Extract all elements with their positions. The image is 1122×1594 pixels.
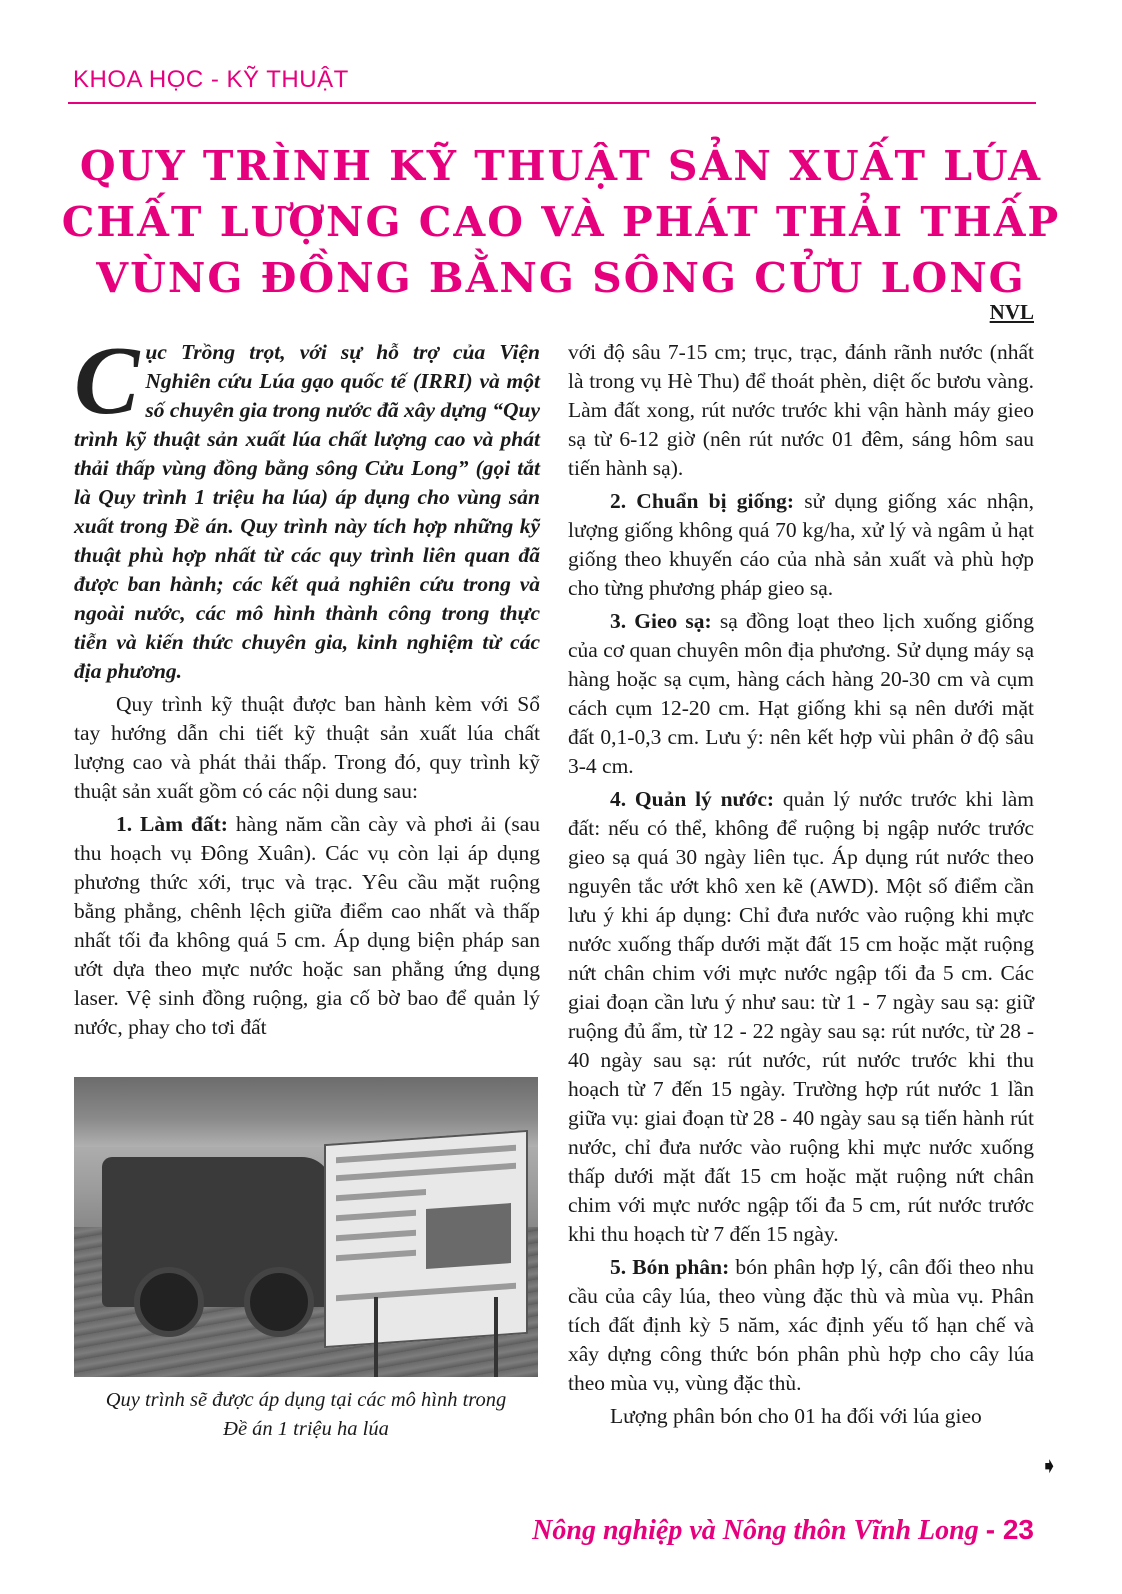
sign-line bbox=[336, 1283, 516, 1302]
section-4-heading: 4. Quản lý nước: bbox=[610, 787, 775, 811]
section-divider bbox=[68, 102, 1036, 104]
section-label: KHOA HỌC - KỸ THUẬT bbox=[73, 66, 349, 93]
section-1-continued: với độ sâu 7-15 cm; trục, trạc, đánh rãnh nước (nhất là trong vụ Hè Thu) để thoát phèn, diệt ốc bươu vàng. Làm đất xong, rút nước trước khi vận hành máy gieo sạ từ 6-12 giờ (nên rút nước 01 đêm, sáng hôm sau tiến hành sạ). bbox=[568, 340, 1034, 480]
section-2-paragraph bbox=[568, 487, 1034, 603]
section-3-paragraph bbox=[568, 607, 1034, 781]
photo-wheel bbox=[244, 1267, 314, 1337]
publication-name: Nông nghiệp và Nông thôn Vĩnh Long bbox=[532, 1515, 979, 1546]
title-line-3: VÙNG ĐỒNG BẰNG SÔNG CỬU LONG bbox=[96, 254, 1026, 302]
section-2-heading: 2. Chuẩn bị giống: bbox=[610, 489, 795, 513]
caption-line-1: Quy trình sẽ được áp dụng tại các mô hình trong bbox=[105, 1389, 507, 1411]
section-3-heading: 3. Gieo sạ: bbox=[610, 609, 712, 633]
page-footer bbox=[532, 1514, 1034, 1547]
sign-post bbox=[374, 1297, 378, 1377]
author-byline: NVL bbox=[989, 300, 1034, 324]
caption-line-2: Đề án 1 triệu ha lúa bbox=[223, 1418, 389, 1440]
section-4-text: quản lý nước trước khi làm đất: nếu có thể, không để ruộng bị ngập nước trước gieo sạ quá 30 ngày liên tục. Áp dụng rút nước theo nguyên tắc ướt khô xen kẽ (AWD). Một số điểm cần lưu ý khi áp dụng: Chỉ đưa nước vào ruộng khi mực nước xuống thấp dưới mặt đất 15 cm hoặc mặt ruộng nứt chân chim với mực nước ngập tối đa 5 cm. Các giai đoạn cần lưu ý như sau: từ 1 - 7 ngày sau sạ: giữ ruộng đủ ẩm, từ 12 - 22 ngày sau sạ: rút nước, từ 28 - 40 ngày sau sạ: rút nước, rút nước trước khi thu hoạch từ 7 đến 15 ngày. Trường hợp rút nước 1 lần giữa vụ: giai đoạn từ 28 - 40 ngày sau sạ tiến hành rút nước, chỉ đưa nước vào ruộng khi mực nước xuống thấp dưới mặt đất 15 cm hoặc mặt ruộng nứt chân chim với mực nước ngập tối đa 5 cm, rút nước trước khi thu hoạch từ 7 đến 15 ngày. bbox=[568, 787, 1035, 1246]
sign-line bbox=[336, 1210, 416, 1222]
column-left bbox=[74, 327, 541, 1042]
title-line-1: QUY TRÌNH KỸ THUẬT SẢN XUẤT LÚA bbox=[79, 142, 1043, 190]
section-5-heading: 5. Bón phân: bbox=[610, 1255, 730, 1279]
continue-arrow-icon: ➧ bbox=[1040, 1454, 1059, 1479]
sign-picture bbox=[426, 1203, 511, 1269]
article-title bbox=[60, 138, 1062, 306]
page-number: - 23 bbox=[985, 1514, 1034, 1545]
section-4-paragraph bbox=[568, 785, 1034, 1249]
sign-line bbox=[336, 1189, 426, 1201]
photo-caption bbox=[74, 1386, 538, 1444]
section-1-paragraph bbox=[74, 810, 540, 1042]
sign-line bbox=[336, 1230, 416, 1242]
section-3-text: sạ đồng loạt theo lịch xuống giống của cơ quan chuyên môn địa phương. Sử dụng máy sạ hàng hoặc sạ cụm, hàng cách hàng 20-30 cm và cụm cách cụm 12-20 cm. Hạt giống khi sạ nên dưới mặt đất 0,1-0,3 cm. Lưu ý: nên kết hợp vùi phân ở độ sâu 3-4 cm. bbox=[568, 609, 1034, 778]
photo-wheel bbox=[134, 1267, 204, 1337]
drop-cap: C bbox=[74, 327, 140, 435]
field-photo bbox=[74, 1077, 538, 1377]
lead-text: ục Trồng trọt, với sự hỗ trợ của Viện Nghiên cứu Lúa gạo quốc tế (IRRI) và một số chuyên gia trong nước đã xây dựng “Quy trình kỹ thuật sản xuất lúa chất lượng cao và phát thải thấp vùng đồng bằng sông Cửu Long” (gọi tắt là Quy trình 1 triệu ha lúa) áp dụng cho vùng sản xuất trong Đề án. Quy trình này tích hợp những kỹ thuật phù hợp nhất từ các quy trình liên quan đã được ban hành; các kết quả nghiên cứu trong và ngoài nước, các mô hình thành công trong thực tiễn và kiến thức chuyên gia, kinh nghiệm từ các địa phương. bbox=[74, 340, 540, 683]
sign-line bbox=[336, 1163, 516, 1182]
lead-paragraph bbox=[74, 327, 540, 686]
section-5-paragraph bbox=[568, 1253, 1034, 1398]
section-1-text: hàng năm cần cày và phơi ải (sau thu hoạch vụ Đông Xuân). Các vụ còn lại áp dụng phương thức xới, trục và trạc. Yêu cầu mặt ruộng bằng phẳng, chênh lệch giữa điểm cao nhất và thấp nhất tối đa không quá 5 cm. Áp dụng biện pháp san ướt dựa theo mực nước hoặc san phẳng ứng dụng laser. Vệ sinh đồng ruộng, gia cố bờ bao để quản lý nước, phay cho tơi đất bbox=[74, 812, 541, 1039]
last-paragraph: Lượng phân bón cho 01 ha đối với lúa gieo bbox=[610, 1404, 982, 1428]
section-1-heading: 1. Làm đất: bbox=[116, 812, 228, 836]
sign-post bbox=[494, 1297, 498, 1377]
sign-line bbox=[336, 1145, 516, 1164]
section-5-text: bón phân hợp lý, cân đối theo nhu cầu của cây lúa, theo vùng đặc thù và mùa vụ. Phân tích đất định kỳ 5 năm, xác định yếu tố hạn chế và xây dựng công thức bón phân phù hợp cho cây lúa theo mùa vụ, vùng đặc thù. bbox=[568, 1255, 1034, 1395]
title-line-2: CHẤT LƯỢNG CAO VÀ PHÁT THẢI THẤP bbox=[61, 198, 1061, 246]
intro-paragraph: Quy trình kỹ thuật được ban hành kèm với Sổ tay hướng dẫn chi tiết kỹ thuật sản xuất lúa chất lượng cao và phát thải thấp. Trong đó, quy trình kỹ thuật sản xuất gồm có các nội dung sau: bbox=[74, 692, 540, 803]
column-right bbox=[568, 338, 1034, 1431]
section-2-text: sử dụng giống xác nhận, lượng giống không quá 70 kg/ha, xử lý và ngâm ủ hạt giống theo khuyến cáo của nhà sản xuất và phù hợp cho từng phương pháp gieo sạ. bbox=[568, 489, 1035, 600]
sign-line bbox=[336, 1250, 416, 1262]
